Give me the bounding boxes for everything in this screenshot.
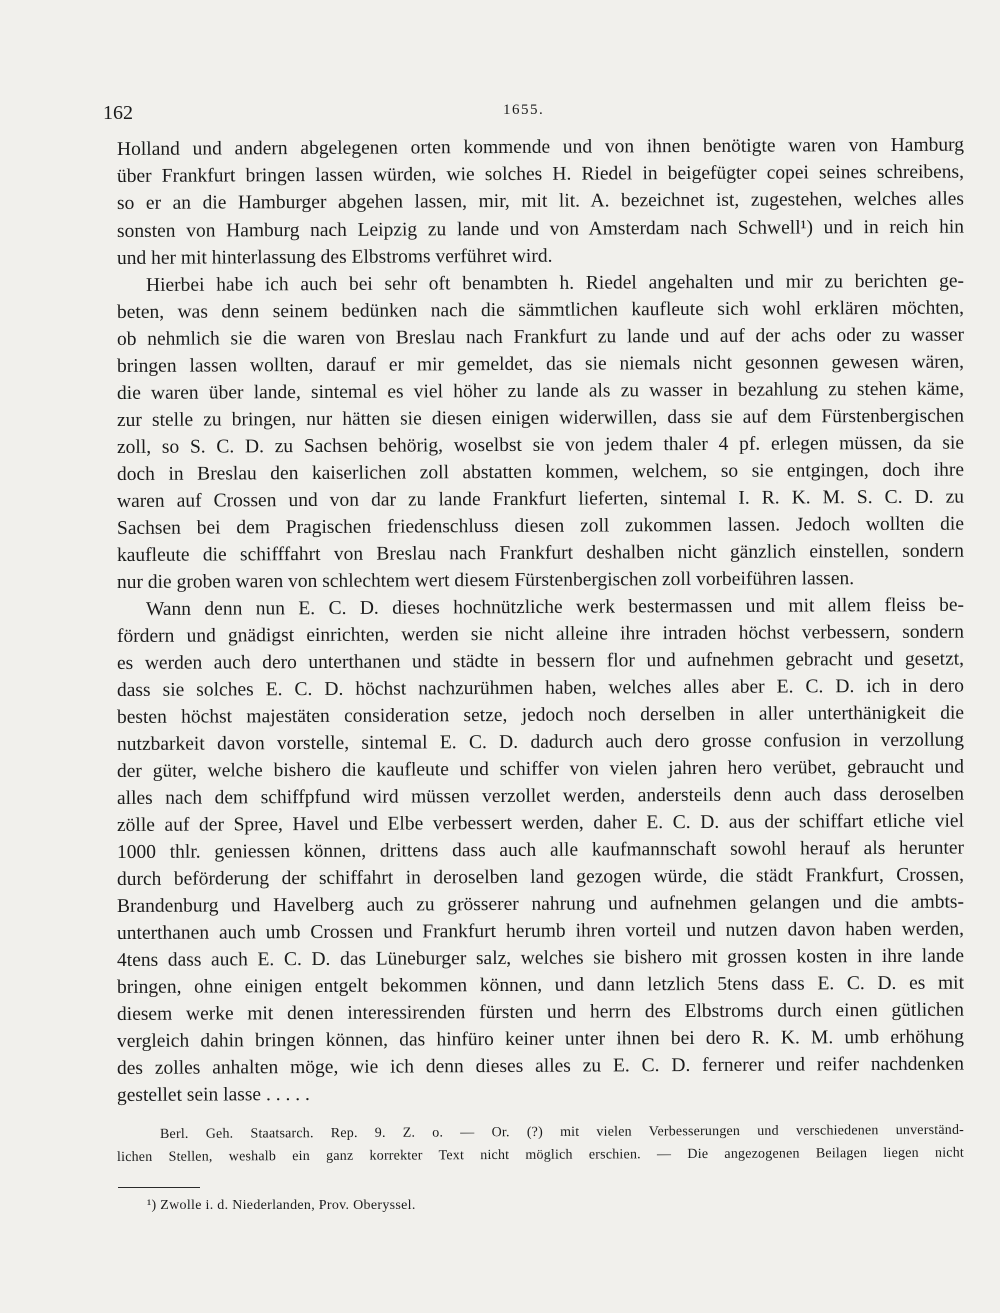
text-line: durch beförderung der schiffahrt in deroselben land gezogen würde, die städt Frankfurt, Crossen, (116, 864, 965, 890)
text-line: unterthanen auch umb Crossen und Frankfurt herumb ihren vorteil und nutzen davon haben werden, (116, 918, 965, 944)
text-line: besten höchst majestäten consideration setze, jedoch noch derselben in aller unterthänigkeit die (116, 702, 965, 728)
text-line: diesem werke mit denen interessirenden fürsten und herrn des Elbstroms durch einen gütlichen (116, 999, 965, 1025)
text-line: doch in Breslau den kaiserlichen zoll abstatten kommen, welchem, so sie entgingen, doch ihre (116, 459, 965, 485)
text-line: alles nach dem schiffpfund wird müssen verzollet werden, andersteils denn auch dass deroselben (116, 783, 965, 809)
text-line: Holland und andern abgelegenen orten kommende und von ihnen benötigte waren von Hamburg (116, 134, 965, 160)
text-line: bringen, ohne einigen entgelt bekommen können, und dann letzlich 5tens dass E. C. D. es mit (116, 972, 965, 998)
text-line: nutzbarkeit davon vorstelle, sintemal E. C. D. dadurch auch dero grosse confusion in verzollung (116, 729, 965, 755)
text-line: zoll, so S. C. D. zu Sachsen behörig, woselbst sie von jedem thaler 4 pf. erlegen müssen, da sie (116, 432, 965, 458)
text-line: nur die groben waren von schlechtem wert diesem Fürstenbergischen zoll vorbeiführen lassen. (116, 568, 855, 593)
text-line: so er an die Hamburger abgehen lassen, mir, mit lit. A. bezeichnet ist, zugestehen, welches alles (116, 188, 965, 214)
text-line: zölle auf der Spree, Havel und Elbe verbessert werden, daher E. C. D. aus der schiffart etliche viel (116, 810, 965, 836)
text-line: waren auf Crossen und von dar zu lande Frankfurt lieferten, sintemal I. R. K. M. S. C. D. zu (116, 486, 965, 512)
text-line: fördern und gnädigst einrichten, werden sie nicht alleine ihre intraden höchst verbessern, sondern (116, 621, 965, 647)
source-note-line: lichen Stellen, weshalb ein ganz korrekter Text nicht möglich erschien. — Die angezogenen Beilagen liegen nicht (116, 1145, 965, 1165)
text-line: 4tens dass auch E. C. D. das Lüneburger salz, welches sie bishero mit grossen kosten in ihre lande (116, 945, 965, 971)
text-line: dass sie solches E. C. D. höchst nachzurühmen haben, welches alles aber E. C. D. ich in dero (116, 675, 965, 701)
text-line: Brandenburg und Havelberg auch zu grösserer nahrung und aufnehmen gelangen und die ambts- (116, 891, 965, 917)
text-line: über Frankfurt bringen lassen würden, wie solches H. Riedel in beigefügter copei seines schreibens, (116, 161, 965, 187)
text-line: zur stelle zu bringen, nur hätten sie diesen einigen widerwillen, dass sie auf dem Fürstenbergischen (116, 405, 965, 431)
text-line: der güter, welche bishero die kaufleute und schiffer von vielen jahren hero verübet, gebraucht und (116, 756, 965, 782)
text-line: Sachsen bei dem Pragischen friedenschluss diesen zoll zukommen lassen. Jedoch wollten die (116, 513, 965, 539)
text-line: kaufleute die schifffahrt von Breslau nach Frankfurt deshalben nicht gänzlich einstellen, sondern (116, 540, 965, 566)
footnote-divider (118, 1187, 200, 1188)
source-note-line: Berl. Geh. Staatsarch. Rep. 9. Z. o. — Or. (?) mit vielen Verbesserungen und verschiedenen unverständ- (159, 1122, 965, 1142)
text-line: und her mit hinterlassung des Elbstroms verführet wird. (116, 245, 553, 269)
page-number: 162 (103, 102, 133, 124)
running-head-year: 1655. (503, 102, 545, 118)
text-line: beten, was denn seinem bedünken nach die sämmtlichen kaufleute sich wohl erklären möchten, (116, 297, 965, 323)
text-line: Wann denn nun E. C. D. dieses hochnützliche werk bestermassen und mit allem fleiss be- (145, 594, 965, 620)
text-line: 1000 thlr. geniessen können, drittens dass auch alle kaufmannschaft sowohl herauf als herunter (116, 837, 965, 863)
text-line: die waren über lande, sintemal es viel höher zu lande als zu wasser in bezahlung zu stehen käme, (116, 378, 965, 404)
text-line: gestellet sein lasse . . . . . (116, 1083, 310, 1106)
text-line: sonsten von Hamburg nach Leipzig zu lande und von Amsterdam nach Schwell¹) und in reich hin (116, 216, 965, 242)
text-line: Hierbei habe ich auch bei sehr oft benambten h. Riedel angehalten und mir zu berichten ge- (145, 270, 965, 296)
text-line: es werden auch dero unterthanen und städte in bessern flor und aufnehmen gebracht und gesetzt, (116, 648, 965, 674)
footnote: ¹) Zwolle i. d. Niederlanden, Prov. Oberyssel. (147, 1198, 416, 1213)
text-line: des zolles anhalten möge, wie ich denn dieses alles zu E. C. D. fernerer und reifer nachdenken (116, 1053, 965, 1079)
text-line: vergleich dahin bringen können, das hinfüro keiner unter ihnen bei dero R. K. M. umb erhöhung (116, 1026, 965, 1052)
text-line: ob nehmlich sie die waren von Breslau nach Frankfurt zu lande und auf der achs oder zu wasser (116, 324, 965, 350)
text-line: bringen lassen wollten, darauf er mir gemeldet, das sie niemals nicht gesonnen gewesen wären, (116, 351, 965, 377)
